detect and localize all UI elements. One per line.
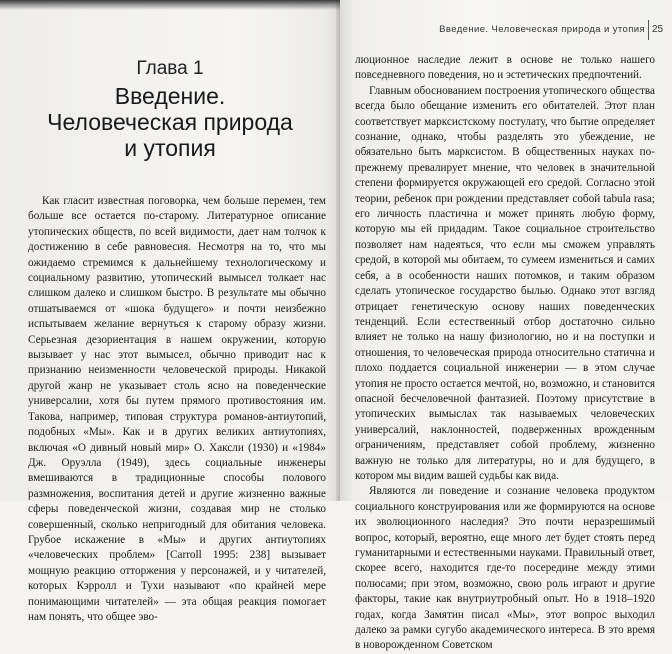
paragraph: Как гласит известная поговорка, чем больше перемен, тем больше все остается по-старому. Литературное описание утопических обществ, по всей видимости, дает нам толчок к достижению в себе равновесия. Несмотря на то, что мы ожидаемо стремимся к дальнейшему технологическому и социальному развитию, утопический вымысел толкает нас слишком далеко и слишком быстро. В результате мы обычно отшатываемся от «шока будущего» и почти неизбежно испытываем желание вернуться к старому образу жизни. Серьезная дезориентация в нашем окружении, которую вызывает у нас этот вымысел, обычно приводит нас к признанию неизменности человеческой природы. Никакой другой жанр не указывает столь ясно на поведенческие универсалии, хотя бы путем прямого противостояния им. Такова, например, типовая структура романов-антиутопий, подобных «Мы». Как и в других великих антиутопиях, включая «О дивный новый мир» О. Хаксли (1930) и «1984» Дж. Оруэлла (1949), здесь социальные инженеры вмешиваются в традиционные способы полового размножения, воспитания детей и другие жизненно важные сферы поведенческой жизни, создавая мир не столько совершенный, сколько непригодный для обитания человека. Грубое искажение в «Мы» и других антиутопиях «человеческих проблем» [Carroll 1995: 238] вызывает мощную реакцию отторжения у персонажей, и у читателей, которых Кэрролл и Тухи называют «по крайней мере понимающими читателей» — эта общая реакция помогает нам понять, что общее эво- — [28, 195, 326, 623]
chapter-title: Введение. Человеческая природа и утопия — [47, 83, 293, 161]
continuation-paragraph: люционное наследие лежит в основе не только нашего повседневного поведения, но и эстетических предпочтений. — [355, 54, 655, 82]
page-number: 25 — [652, 24, 664, 35]
running-head: Введение. Человеческая природа и утопия — [439, 24, 645, 35]
header-divider — [648, 20, 649, 40]
paragraph: Главным обоснованием построения утопического общества всегда было обещание изменить его обитателей. Этот план соответствует марксистскому постулату, что бытие определяет сознание, однако, чтобы разделять это убеждение, не обязательно быть марксистом. В общественных науках по-прежнему превалирует мнение, что человек в значительной степени формируется окружающей его средой. Согласно этой теории, ребенок при рождении представляет собой tabula rasa; его личность пластична и может принять любую форму, которую мы ей придадим. Такое социальное строительство позволяет нам надеяться, что если мы сможем управлять средой, в которой мы обитаем, то сумеем измениться и самих себя, а в особенности наших потомков, и таким образом сделать утопическое государство былью. Однако этот взгляд отрицает генетическую основу наших поведенческих тенденций. Если естественный отбор достаточно сильно влияет не только на нашу физиологию, но и на поступки и отношения, то человеческая природа относительно статична и плохо поддается социальной инженерии — в этом случае утопия не просто остается мечтой, но, возможно, и становится опасной бесчеловечной фантазией. Поэтому присутствие в утопических вымыслах так называемых человеческих универсалий, наклонностей, подверженных врожденным ограничениям, представляет собой проблему, жизненно важную не только для литературы, но и для будущего, в котором мы видим вашей судьбы как вида. — [355, 84, 655, 482]
left-body-text — [28, 194, 326, 625]
scan-shadow — [0, 0, 340, 10]
left-page — [0, 0, 340, 623]
right-body-text — [355, 53, 655, 654]
chapter-label: Глава 1 — [136, 58, 204, 79]
paragraph: Являются ли поведение и сознание человека продуктом социального конструирования или же формируются на основе их эволюционного наследия? Это почти неразрешимый вопрос, который, вероятно, еще много лет будет стоять перед гуманитарными и естественными науками. Правильный ответ, скорее всего, находится где-то посередине между этими полюсами; при этом, возможно, свою роль играют и другие факторы, такие как внутриутробный опыт. Но в 1918–1920 годах, когда Замятин писал «Мы», этот вопрос выходил далеко за рамки сугубо академического интереса. В это время в новорожденном Советском — [355, 485, 655, 652]
